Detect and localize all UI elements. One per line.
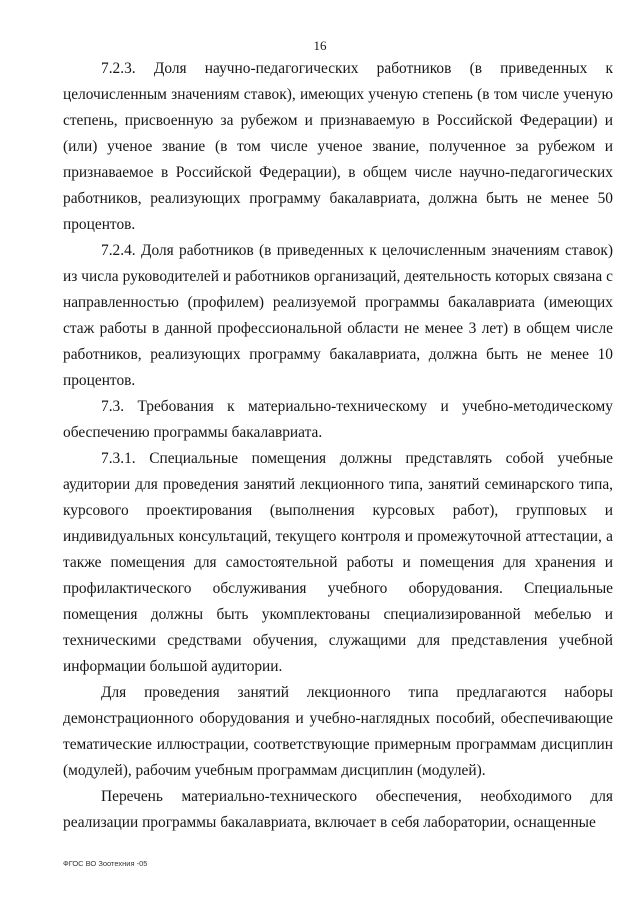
paragraph-7-2-3: 7.2.3. Доля научно-педагогических работников (в приведенных к целочисленным значениям ставок), имеющих ученую степень (в том числе ученую степень, присвоенную за рубежом и признаваемую в Российской Федерации) и (или) ученое звание (в том числе ученое звание, полученное за рубежом и признаваемое в Российской Федерации), в общем числе научно-педагогических работников, реализующих программу бакалавриата, должна быть не менее 50 процентов. [63,60,613,233]
footer-label: ФГОС ВО Зоотехния -05 [63,859,148,868]
paragraph-7-2-4: 7.2.4. Доля работников (в приведенных к целочисленным значениям ставок) из числа руководителей и работников организаций, деятельность которых связана с направленностью (профилем) реализуемой программы бакалавриата (имеющих стаж работы в данной профессиональной области не менее 3 лет) в общем числе работников, реализующих программу бакалавриата, должна быть не менее 10 процентов. [63,242,613,389]
paragraph-lecture-equipment: Для проведения занятий лекционного типа предлагаются наборы демонстрационного оборудования и учебно-наглядных пособий, обеспечивающие тематические иллюстрации, соответствующие примерным программам дисциплин (модулей), рабочим учебным программам дисциплин (модулей). [63,684,613,779]
body-text [63,56,613,836]
page-number: 16 [313,38,327,53]
paragraph-7-3-1: 7.3.1. Специальные помещения должны представлять собой учебные аудитории для проведения занятий лекционного типа, занятий семинарского типа, курсового проектирования (выполнения курсовых работ), групповых и индивидуальных консультаций, текущего контроля и промежуточной аттестации, а также помещения для самостоятельной работы и помещения для хранения и профилактического обслуживания учебного оборудования. Специальные помещения должны быть укомплектованы специализированной мебелью и техническими средствами обучения, служащими для представления учебной информации большой аудитории. [63,450,613,675]
paragraph-7-3: 7.3. Требования к материально-техническому и учебно-методическому обеспечению программы бакалавриата. [63,398,613,441]
paragraph-equipment-list: Перечень материально-технического обеспечения, необходимого для реализации программы бакалавриата, включает в себя лаборатории, оснащенные [63,788,613,831]
